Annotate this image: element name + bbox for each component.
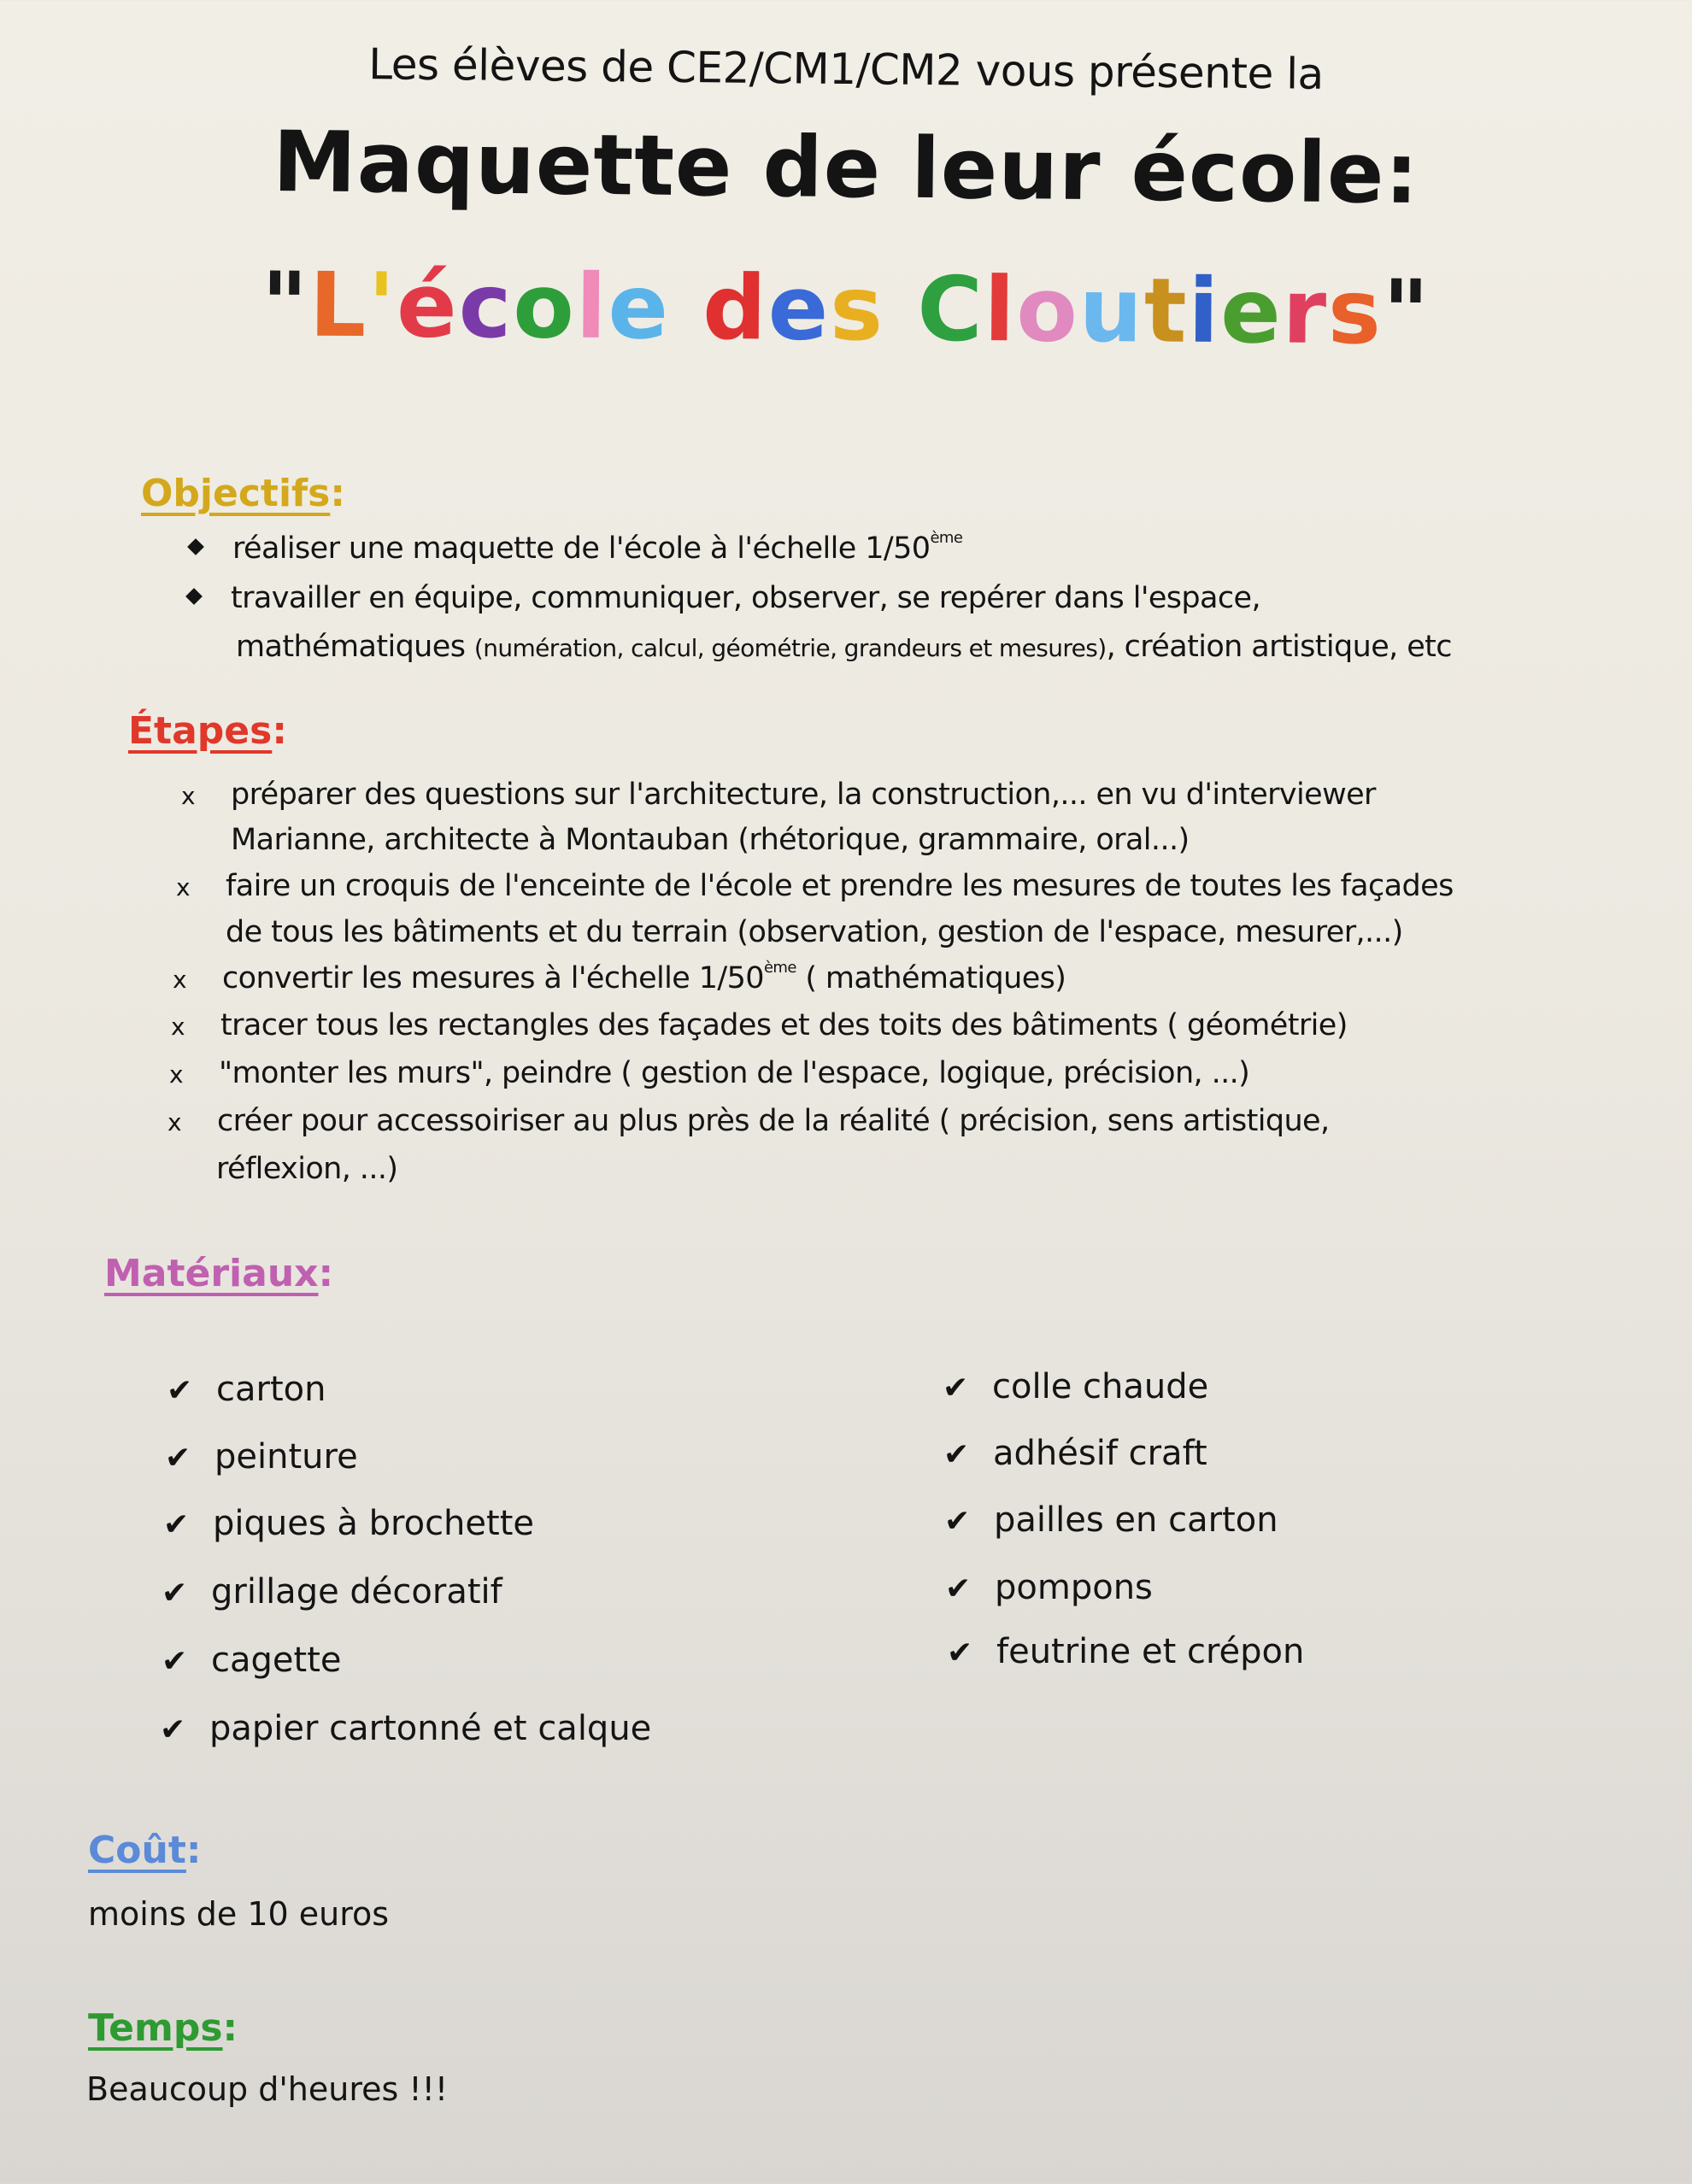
etapes-item	[176, 869, 1454, 903]
superscript: ème	[930, 529, 963, 547]
etapes-heading-colon: :	[272, 709, 287, 753]
checkmark-icon: ✔	[944, 1504, 971, 1539]
school-name-letter: e	[767, 255, 831, 361]
school-name-letter: o	[1015, 257, 1080, 362]
school-name-letter: e	[608, 255, 671, 360]
temps-heading-label: Temps	[88, 2006, 223, 2050]
etapes-item	[173, 961, 1066, 995]
objectifs-text: , création artistique, etc	[1106, 630, 1452, 664]
etapes-item-text: convertir les mesures à l'échelle 1/50	[222, 961, 764, 995]
etapes-item-text: ( mathématiques)	[796, 961, 1066, 995]
material-item	[947, 1632, 1304, 1671]
etapes-item-text: "monter les murs", peindre ( gestion de l'espace, logique, précision, ...)	[219, 1056, 1250, 1090]
material-item-text: adhésif craft	[993, 1434, 1207, 1473]
material-item	[167, 1370, 326, 1409]
cout-heading-colon: :	[185, 1829, 202, 1872]
school-name-title	[0, 250, 1692, 367]
school-name-letter: c	[458, 253, 514, 359]
school-name-letter: "	[1382, 260, 1431, 365]
diamond-bullet-icon	[187, 538, 204, 555]
material-item-text: peinture	[214, 1437, 358, 1477]
school-name-letter: s	[1327, 259, 1384, 365]
diamond-bullet-icon	[185, 588, 203, 605]
material-item-text: pailles en carton	[994, 1500, 1278, 1540]
objectifs-item	[188, 581, 1260, 615]
temps-heading-colon: :	[222, 2006, 238, 2050]
checkmark-icon: ✔	[943, 1437, 970, 1472]
school-name-letter: C	[916, 256, 985, 362]
objectifs-item	[190, 531, 962, 566]
etapes-heading-label: Étapes	[128, 709, 273, 753]
material-item-text: piques à brochette	[213, 1504, 534, 1543]
etapes-item-continuation: de tous les bâtiments et du terrain (observation, gestion de l'espace, mesurer,...)	[226, 915, 1403, 949]
school-name-letter	[884, 256, 918, 361]
material-item-text: pompons	[995, 1568, 1153, 1607]
objectifs-small-text: (numération, calcul, géométrie, grandeurs et mesures)	[473, 634, 1107, 662]
objectifs-item-continuation	[236, 630, 1452, 664]
material-item-text: carton	[216, 1370, 326, 1409]
school-name-letter: l	[984, 257, 1017, 362]
checkmark-icon: ✔	[947, 1635, 973, 1670]
material-item-text: papier cartonné et calque	[209, 1709, 652, 1748]
checkmark-icon: ✔	[945, 1571, 972, 1606]
school-name-letter: d	[702, 255, 769, 361]
etapes-item-text: faire un croquis de l'enceinte de l'école et prendre les mesures de toutes les façades	[226, 869, 1454, 903]
etapes-item-text: créer pour accessoiriser au plus près de la réalité ( précision, sens artistique,	[217, 1104, 1330, 1138]
etapes-item-text: tracer tous les rectangles des façades et des toits des bâtiments ( géométrie)	[220, 1008, 1348, 1042]
materiaux-heading-colon: :	[318, 1252, 334, 1295]
material-item	[162, 1641, 341, 1680]
checkmark-icon: ✔	[162, 1644, 188, 1679]
objectifs-item-text: travailler en équipe, communiquer, observer, se repérer dans l'espace,	[231, 581, 1260, 615]
x-marker-icon: x	[171, 1013, 185, 1041]
etapes-item	[169, 1056, 1249, 1090]
etapes-item	[167, 1104, 1329, 1138]
school-name-letter: o	[512, 254, 577, 359]
school-name-letter: l	[575, 254, 608, 360]
objectifs-text: mathématiques	[236, 630, 474, 664]
checkmark-icon: ✔	[160, 1712, 186, 1747]
x-marker-icon: x	[173, 966, 186, 994]
material-item	[162, 1572, 502, 1612]
x-marker-icon: x	[181, 782, 195, 810]
page-title: Maquette de leur école:	[272, 113, 1420, 224]
school-name-letter: '	[367, 253, 397, 358]
checkmark-icon: ✔	[943, 1371, 969, 1406]
materiaux-heading-label: Matériaux	[104, 1252, 319, 1295]
school-name-letter: "	[261, 252, 310, 357]
school-name-letter: u	[1078, 257, 1145, 363]
material-item	[945, 1568, 1153, 1607]
school-name-letter: L	[308, 252, 368, 358]
school-name-letter: e	[1219, 259, 1284, 364]
etapes-heading	[128, 709, 287, 753]
checkmark-icon: ✔	[167, 1373, 193, 1408]
etapes-item	[181, 778, 1376, 812]
x-marker-icon: x	[169, 1060, 183, 1089]
objectifs-item-text: réaliser une maquette de l'école à l'échelle 1/50	[232, 531, 931, 566]
checkmark-icon: ✔	[165, 1441, 191, 1476]
superscript: ème	[763, 959, 796, 977]
cout-heading	[88, 1829, 202, 1872]
school-name-letter: i	[1188, 258, 1221, 364]
school-name-letter: s	[829, 255, 885, 361]
etapes-item	[171, 1008, 1348, 1042]
school-name-letter: t	[1143, 258, 1189, 363]
material-item	[165, 1437, 358, 1477]
school-name-letter	[670, 255, 703, 360]
material-item	[944, 1500, 1278, 1540]
material-item	[943, 1434, 1207, 1473]
cout-value: moins de 10 euros	[88, 1895, 390, 1933]
material-item	[943, 1367, 1208, 1406]
etapes-item-text: préparer des questions sur l'architecture, la construction,... en vu d'interviewer	[231, 778, 1376, 812]
checkmark-icon: ✔	[162, 1576, 188, 1611]
subtitle: Les élèves de CE2/CM1/CM2 vous présente la	[367, 39, 1325, 99]
etapes-item-continuation: Marianne, architecte à Montauban (rhétorique, grammaire, oral...)	[231, 823, 1190, 857]
cout-heading-label: Coût	[88, 1829, 186, 1872]
material-item	[163, 1504, 534, 1543]
material-item-text: cagette	[211, 1641, 342, 1680]
checkmark-icon: ✔	[163, 1507, 190, 1542]
objectifs-heading-colon: :	[330, 472, 345, 515]
material-item-text: grillage décoratif	[211, 1572, 502, 1612]
temps-value: Beaucoup d'heures !!!	[86, 2070, 449, 2108]
temps-heading	[88, 2006, 238, 2050]
material-item-text: feutrine et crépon	[996, 1632, 1305, 1671]
school-name-letter: é	[396, 253, 460, 358]
etapes-item-continuation: réflexion, ...)	[216, 1152, 398, 1186]
objectifs-heading	[141, 472, 345, 515]
material-item-text: colle chaude	[992, 1367, 1209, 1406]
school-name-letter: r	[1282, 259, 1329, 364]
x-marker-icon: x	[176, 873, 190, 901]
x-marker-icon: x	[167, 1108, 181, 1136]
material-item	[160, 1709, 651, 1748]
objectifs-heading-label: Objectifs	[141, 472, 331, 515]
materiaux-heading	[104, 1252, 333, 1295]
